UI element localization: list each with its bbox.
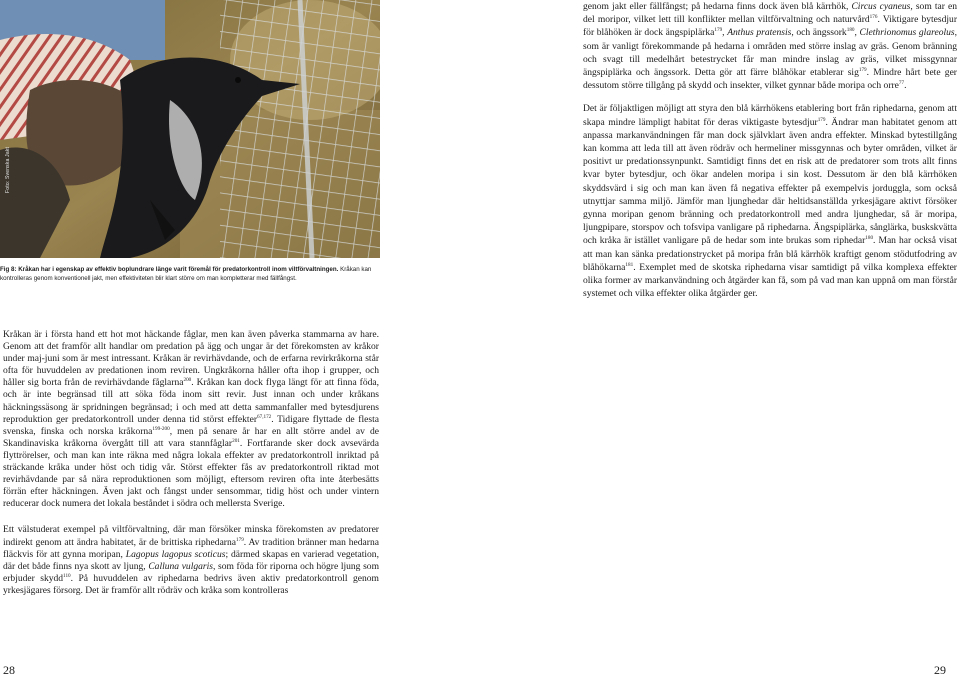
species-name: Anthus pratensis [727, 27, 792, 39]
page-number-left: 28 [3, 663, 15, 677]
species-name: Clethrionomus glareolus [859, 27, 955, 39]
reference-number: 179 [236, 536, 244, 543]
reference-number: 110 [63, 572, 71, 579]
right-paragraph-2: Det är följaktligen möjligt att styra den blå kärrhökens etablering bort från riphedarna, genom att skapa mindre lämpligt habitat för deras viktigaste bytesdjur$^{179}$. Ändrar man habitatet genom att anpassa markanvändningen får man dock självklart även andra effekter. Minskad bytestillgång kan komma att leda till att även rödräv och hermeliner missgynnas och byter områden, vilket är positivt ur predationssynpunkt. Samtidigt finns det en risk att de predatorer som trots allt finns kvar byter bytesdjur, och ökar andelen moripa i sin kost. Dessutom är den blå kärrhöken skyddsvärd i sig och man kan även få negativa effekter på exempelvis jorduggla, som också utnyttjar samma miljö. Jämför man ljunghedar där heltidsanställda yrkesjägare aktivt försöker gynna moripan genom bränning och predatorkontroll med andra ljunghedar, så är moripa, ljungpipare, storspov och tofsvipa vanligare på riphedarna. Ängspiplärka, sånglärka, buskskvätta och kråka är istället vanligare på de hedar som inte brukas som riphedar$^{180}$. Man har också visat att man kan sänka predationstrycket på moripa från blå kärrhök kraftigt genom stödutfodring av blåhökarna$^{181}$. Exemplet med de skotska riphedarna visar samtidigt på vilka komplexa effekter olika former av markanvändning och åtgärder kan få, som på vad man kan uppnå om man förstår systemet och vilka effekter olika åtgärder ger. [583, 103, 957, 300]
reference-number: 179 [858, 66, 867, 73]
photo-credit: Foto: Svenska Jakt [5, 146, 11, 193]
left-paragraph-1: Kråkan är i första hand ett hot mot häckande fåglar, men kan även påverka stammarna av hare. Genom att det framför allt handlar om predation på ägg och ungar är det förekomsten av kråkor under maj-juni som är mest intressant. Kråkan är revirhävdande, och de erfarna revirkråkorna står ofta för huvuddelen av predationen inom reviren. Ungkråkorna håller ofta ihop i grupper, och håller sig borta från de revirhävdande fåglarna$^{200}$. Kråkan kan dock flyga längt för att finna föda, och är inte begränsad till att söka föda inom sitt revir. Just innan och under kråkans häckningssäsong är spridningen begränsad; i och med att detta sammanfaller med bytesdjurens reproduktion ger predatorkontroll under denna tid störst effekter$^{67,172}$. Tidigare flyttade de flesta svenska, finska och norska kråkorna$^{199-200}$, men på senare år har en allt större andel av de Skandinaviska kråkorna övergått till att vara stannfåglar$^{201}$. Fortfarande sker dock avsevärda flyttrörelser, och man kan inte räkna med några lokala effekter av predatorkontroll inriktad på sträckande kråka under höst och tidig vår. Störst effekter fås av predatorkontroll riktad mot revirhävdande par så nära reproduktionen som möjligt, eftersom reviren ofta inte återbesätts förrän efter häckningen. Även jakt och fångst under sensommar, tidig höst och under vintern reducerar dock numera det lokala beståndet i södra och mellersta Sverige. [3, 329, 380, 510]
left-text-column [3, 329, 379, 597]
reference-number: 180 [865, 235, 874, 242]
reference-number: 77 [898, 80, 905, 87]
reference-number: 179 [714, 27, 723, 34]
figure-caption [0, 265, 382, 283]
reference-number: 200 [183, 377, 192, 384]
reference-number: 181 [625, 261, 634, 268]
species-name: Lagopus lagopus scoticus [125, 548, 226, 560]
figure-caption-label: Fig 8: Kråkan har i egenskap av effektiv boplundrare länge varit föremål för predatorkontroll inom viltförvaltningen. [0, 266, 339, 273]
page-number-right: 29 [934, 663, 946, 677]
right-paragraph-1: genom jakt eller fällfångst; på hedarna finns dock även blå kärrhök, Circus cyaneus, som tar en del moripor, vilket lett till konflikter mellan viltförvaltning och naturvård$^{176}$. Viktigare bytesdjur för blåhöken är dock ängspiplärka$^{179}$, Anthus pratensis, och ängssork$^{180}$, Clethrionomus glareolus, som är vanligt förekommande på hedarna i områden med större inslag av gräs. Genom bränning och svagt till medelhårt betestrycket får man mindre inslag av gräs, vilket missgynnar ängspiplärka och ängssork. Detta gör att färre blåhökar etablerar sig$^{179}$. Mindre hårt bete ger dessutom större tillgång på skydd och insekter, vilket gynnar både moripa och orre$^{77}$. [583, 1, 958, 92]
reference-number: 67,172 [257, 413, 272, 420]
reference-number: 199-200 [152, 425, 170, 432]
species-name: Calluna vulgaris [148, 560, 213, 572]
reference-number: 201 [232, 437, 240, 444]
crow-photo [0, 0, 380, 258]
figure-caption-text: Kråkan kan kontrolleras genom konventionell jakt, men effektiviteten blir klart större om man kompletterar med fällfångst. [0, 266, 372, 283]
left-paragraph-2: Ett välstuderat exempel på viltförvaltning, där man försöker minska förekomsten av predatorer indirekt genom att ändra habitatet, är de brittiska riphedarna$^{179}$. Av tradition bränner man hedarna fläckvis för att gynna moripan, Lagopus lagopus scoticus; därmed skapas en varierad vegetation, där det både finns nya skott av ljung, Calluna vulgaris, som föda för riporna och högre ljung som erbjuder skydd$^{110}$. På huvuddelen av riphedarna bedrivs även aktiv predatorkontroll genom yrkesjägares försorg. Det är framför allt rödräv och kråka som kontrolleras [3, 524, 379, 596]
species-name: Circus cyaneus [851, 1, 911, 12]
crow-photo-illustration [0, 0, 380, 258]
right-text-column [583, 0, 957, 300]
reference-number: 179 [817, 116, 826, 123]
reference-number: 180 [846, 27, 855, 34]
reference-number: 176 [869, 14, 878, 21]
